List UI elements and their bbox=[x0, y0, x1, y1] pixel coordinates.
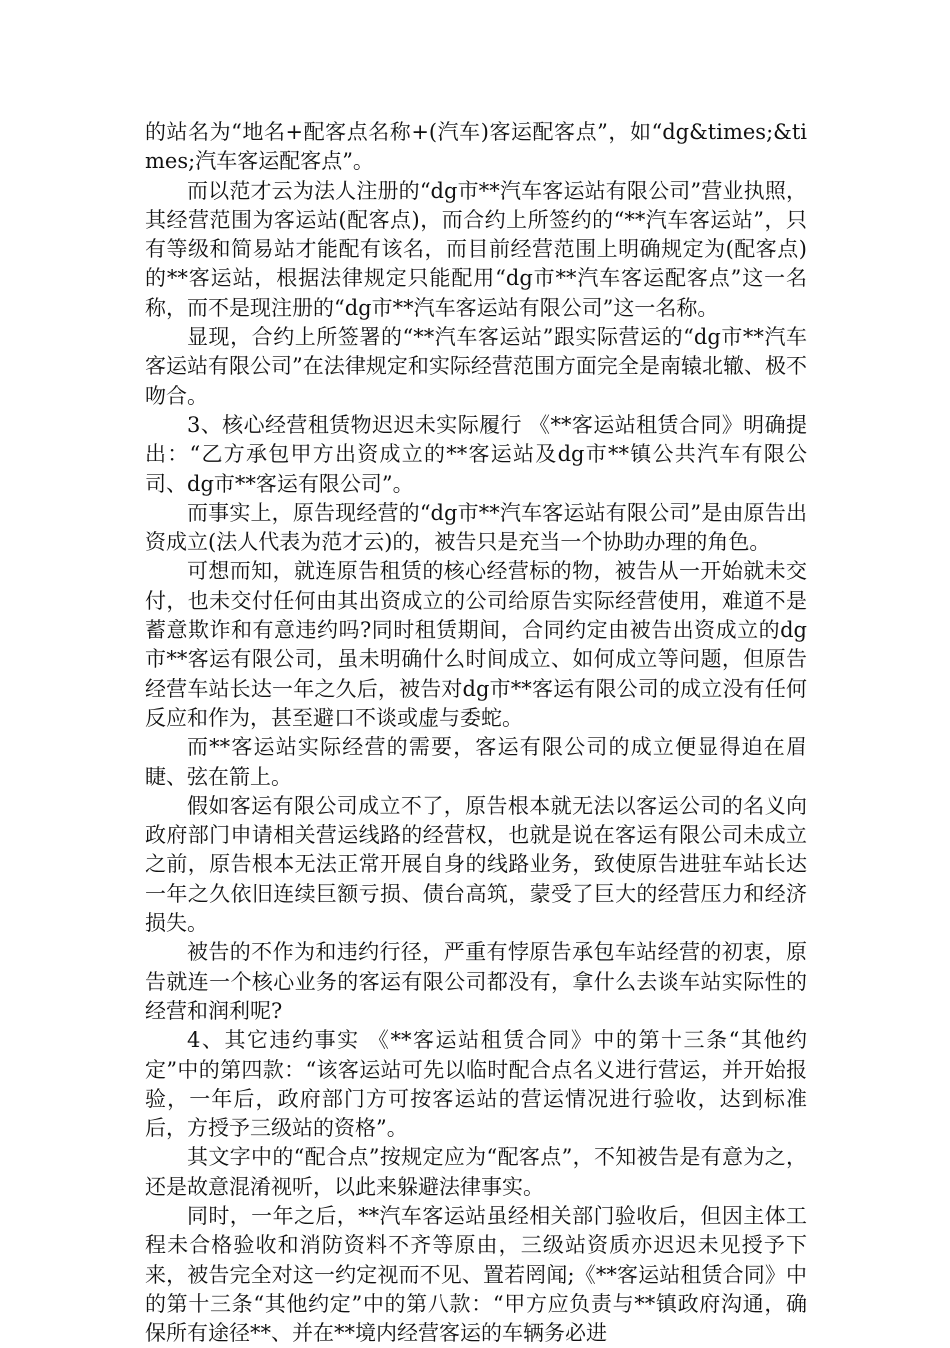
paragraph-1: 的站名为“地名+配客点名称+(汽车)客运配客点”，如“dg&times;&times;汽车客运配客点”。 bbox=[145, 120, 807, 174]
paragraph-2: 而以范才云为法人注册的“dg市**汽车客运站有限公司”营业执照，其经营范围为客运站(配客点)，而合约上所签约的“**汽车客运站”，只有等级和简易站才能配有该名，而目前经营范围上明确规定为(配客点)的**客运站，根据法律规定只能配用“dg市**汽车客运配客点”这一名称，而不是现注册的“dg市**汽车客运站有限公司”这一名称。 bbox=[145, 178, 807, 320]
paragraph-7: 而**客运站实际经营的需要，客运有限公司的成立便显得迫在眉睫、弦在箭上。 bbox=[145, 735, 807, 789]
paragraph-10: 4、其它违约事实 《**客运站租赁合同》中的第十三条“其他约定”中的第四款：“该客运站可先以临时配合点名义进行营运，并开始报验，一年后，政府部门方可按客运站的营运情况进行验收，达到标准后，方授予三级站的资格”。 bbox=[145, 1028, 807, 1141]
paragraph-3: 显现，合约上所签署的“**汽车客运站”跟实际营运的“dg市**汽车客运站有限公司”在法律规定和实际经营范围方面完全是南辕北辙、极不吻合。 bbox=[145, 325, 807, 408]
paragraph-8: 假如客运有限公司成立不了，原告根本就无法以客运公司的名义向政府部门申请相关营运线路的经营权，也就是说在客运有限公司未成立之前，原告根本无法正常开展自身的线路业务，致使原告进驻车站长达一年之久依旧连续巨额亏损、债台高筑，蒙受了巨大的经营压力和经济损失。 bbox=[145, 793, 807, 936]
paragraph-6: 可想而知，就连原告租赁的核心经营标的物，被告从一开始就未交付，也未交付任何由其出资成立的公司给原告实际经营使用，难道不是蓄意欺诈和有意违约吗?同时租赁期间，合同约定由被告出资成立的dg市**客运有限公司，虽未明确什么时间成立、如何成立等问题，但原告经营车站长达一年之久后，被告对dg市**客运有限公司的成立没有任何反应和作为，甚至避口不谈或虚与委蛇。 bbox=[145, 559, 807, 730]
paragraph-11: 其文字中的“配合点”按规定应为“配客点”，不知被告是有意为之，还是故意混淆视听，以此来躲避法律事实。 bbox=[145, 1145, 807, 1199]
document-page bbox=[145, 118, 807, 1348]
paragraph-12: 同时，一年之后，**汽车客运站虽经相关部门验收后，但因主体工程未合格验收和消防资料不齐等原由，三级站资质亦迟迟未见授予下来，被告完全对这一约定视而不见、置若罔闻;《**客运站租赁合同》中的第十三条“其他约定”中的第八款：“甲方应负责与**镇政府沟通，确保所有途径**、并在**境内经营客运的车辆务必进 bbox=[145, 1203, 807, 1346]
paragraph-4: 3、核心经营租赁物迟迟未实际履行 《**客运站租赁合同》明确提出：“乙方承包甲方出资成立的**客运站及dg市**镇公共汽车有限公司、dg市**客运有限公司”。 bbox=[145, 412, 807, 496]
paragraph-5: 而事实上，原告现经营的“dg市**汽车客运站有限公司”是由原告出资成立(法人代表为范才云)的，被告只是充当一个协助办理的角色。 bbox=[145, 500, 807, 555]
paragraph-9: 被告的不作为和违约行径，严重有悖原告承包车站经营的初衷，原告就连一个核心业务的客运有限公司都没有，拿什么去谈车站实际性的经营和润利呢? bbox=[145, 940, 807, 1023]
